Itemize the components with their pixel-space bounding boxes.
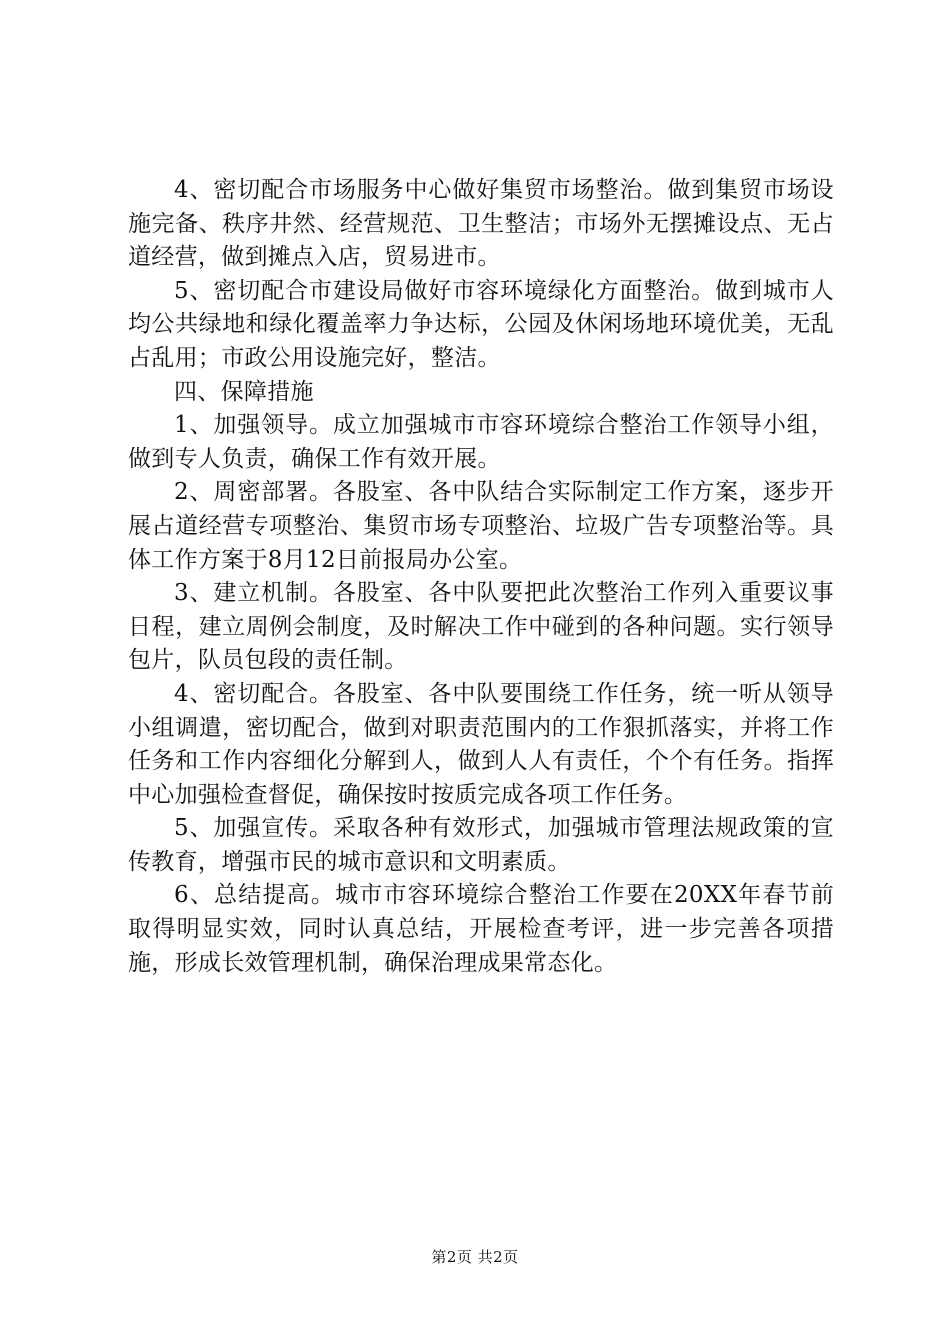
paragraph-leadership: 1、加强领导。成立加强城市市容环境综合整治工作领导小组，做到专人负责，确保工作有效开展。	[128, 412, 834, 472]
paragraph-publicity: 5、加强宣传。采取各种有效形式，加强城市管理法规政策的宣传教育，增强市民的城市意识和文明素质。	[128, 815, 834, 875]
document-body	[128, 174, 834, 980]
section-heading-safeguards: 四、保障措施	[174, 378, 314, 405]
page-number-footer: 第2页 共2页	[431, 1248, 519, 1266]
paragraph-greening-rectification: 5、密切配合市建设局做好市容环境绿化方面整治。做到城市人均公共绿地和绿化覆盖率力争达标，公园及休闲场地环境优美，无乱占乱用；市政公用设施完好，整洁。	[128, 277, 834, 371]
paragraph-mechanism: 3、建立机制。各股室、各中队要把此次整治工作列入重要议事日程，建立周例会制度，及时解决工作中碰到的各种问题。实行领导包片，队员包段的责任制。	[128, 580, 834, 674]
paragraph-market-rectification: 4、密切配合市场服务中心做好集贸市场整治。做到集贸市场设施完备、秩序井然、经营规范、卫生整洁；市场外无摆摊设点、无占道经营，做到摊点入店，贸易进市。	[128, 177, 834, 271]
paragraph-deployment: 2、周密部署。各股室、各中队结合实际制定工作方案，逐步开展占道经营专项整治、集贸市场专项整治、垃圾广告专项整治等。具体工作方案于8月12日前报局办公室。	[128, 479, 834, 573]
paragraph-cooperation: 4、密切配合。各股室、各中队要围绕工作任务，统一听从领导小组调遣，密切配合，做到对职责范围内的工作狠抓落实，并将工作任务和工作内容细化分解到人，做到人人有责任，个个有任务。指挥中心加强检查督促，确保按时按质完成各项工作任务。	[128, 680, 834, 808]
paragraph-summary: 6、总结提高。城市市容环境综合整治工作要在20XX年春节前取得明显实效，同时认真总结，开展检查考评，进一步完善各项措施，形成长效管理机制，确保治理成果常态化。	[128, 882, 834, 976]
